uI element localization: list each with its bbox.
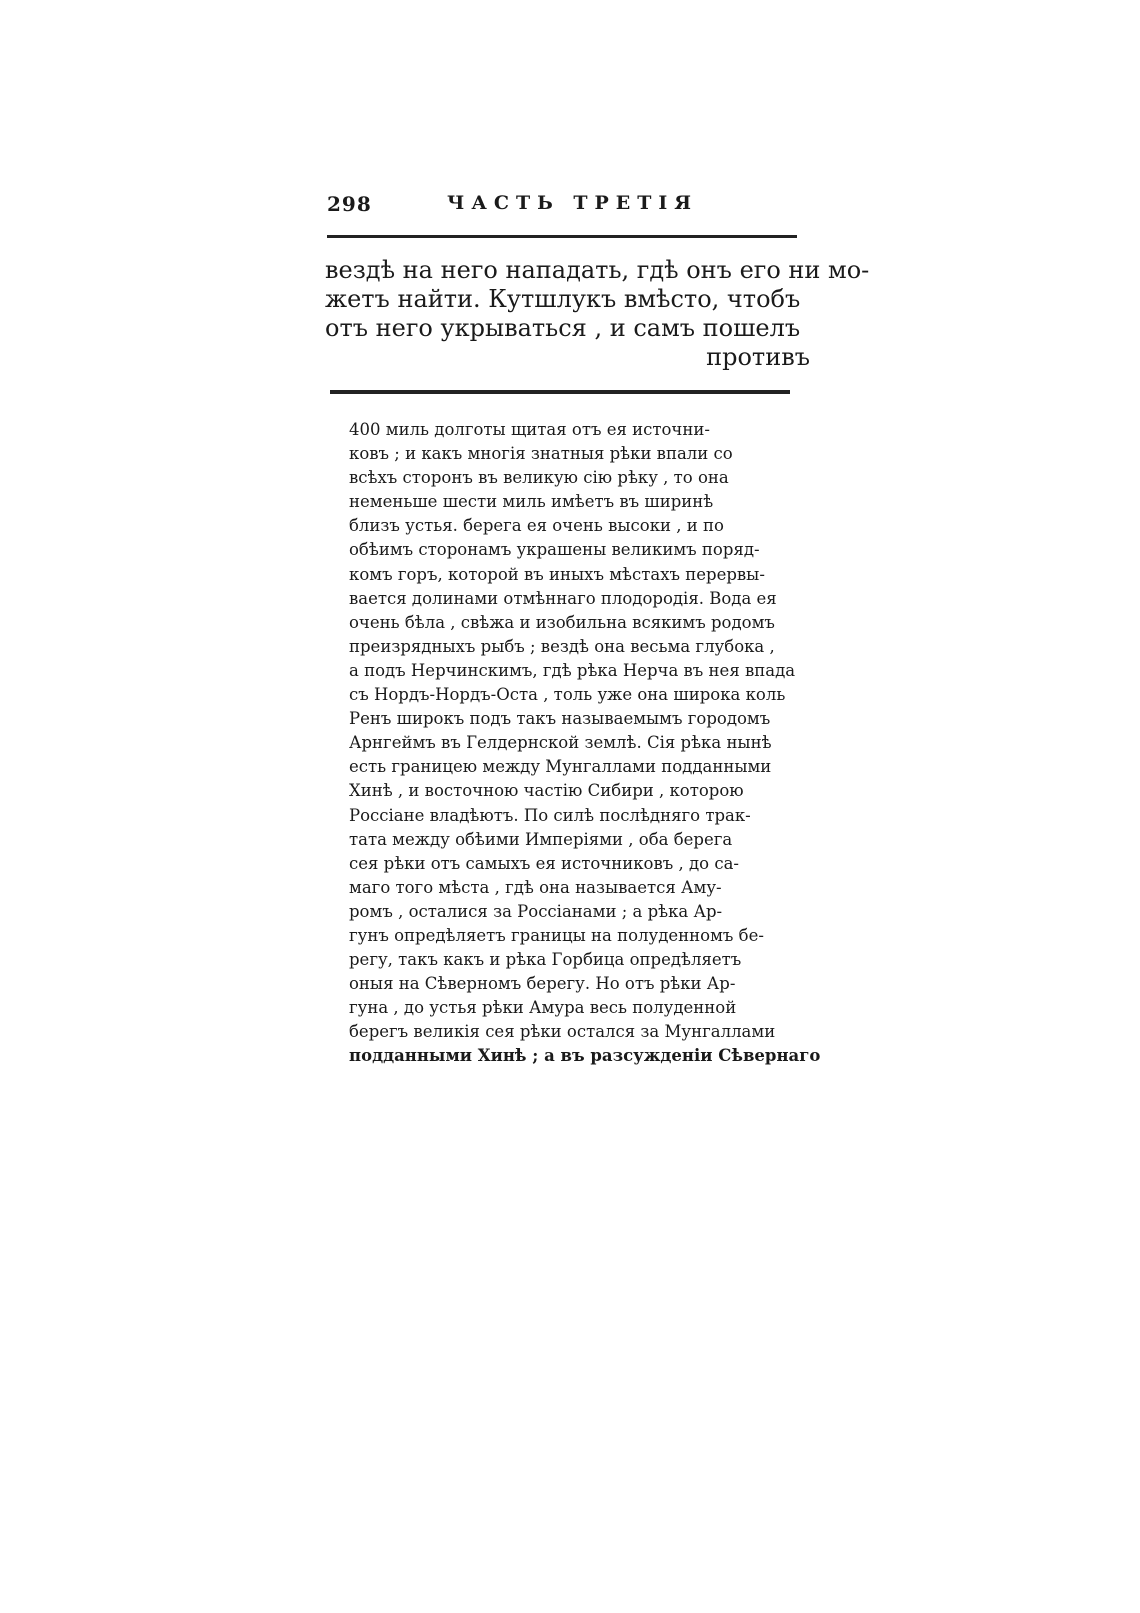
footnote-line: Хинѣ , и восточною частію Сибири , которою xyxy=(349,781,744,801)
footnote-line: обѣимъ сторонамъ украшены великимъ поряд- xyxy=(349,540,760,560)
footnote-line: комъ горъ, которой въ иныхъ мѣстахъ перервы- xyxy=(349,564,765,584)
page-header xyxy=(327,190,797,220)
footnote-line: Россіане владѣютъ. По силѣ послѣдняго трак- xyxy=(349,805,751,825)
footnote-rule xyxy=(330,390,790,394)
footnote-line: неменьше шести миль имѣетъ въ ширинѣ xyxy=(349,492,714,512)
footnote-line: тата между обѣими Имперіями , оба берега xyxy=(349,829,733,849)
footnote-line: Арнгеймъ въ Гелдернской землѣ. Сія рѣка нынѣ xyxy=(349,733,772,753)
main-text-line: отъ него укрываться , и самъ пошелъ xyxy=(325,314,801,342)
footnote-line: гуна , до устья рѣки Амура весь полуденной xyxy=(349,998,737,1018)
footnote-line: ковъ ; и какъ многія знатныя рѣки впали со xyxy=(349,444,733,464)
main-text-line: жетъ найти. Кутшлукъ вмѣсто, чтобъ xyxy=(325,285,801,313)
header-rule xyxy=(327,235,797,238)
running-head: ЧАСТЬ ТРЕТІЯ xyxy=(447,192,699,214)
footnote-line: а подъ Нерчинскимъ, гдѣ рѣка Нерча въ нея впада xyxy=(349,660,796,680)
footnote-line: подданными Хинѣ ; а въ разсужденіи Сѣвернаго xyxy=(349,1046,821,1066)
footnote-line: преизрядныхъ рыбъ ; вездѣ она весьма глубока , xyxy=(349,636,775,656)
footnote-line: маго того мѣста , гдѣ она называется Аму- xyxy=(349,877,722,897)
catchword: противъ xyxy=(706,343,810,371)
footnote-line: всѣхъ сторонъ въ великую сію рѣку , то она xyxy=(349,468,729,488)
footnote-line: ромъ , осталися за Россіанами ; а рѣка Ар- xyxy=(349,901,723,921)
footnote-line: регу, такъ какъ и рѣка Горбица опредѣляетъ xyxy=(349,950,742,970)
footnote-line: есть границею между Мунгаллами подданными xyxy=(349,757,772,777)
footnote-line: очень бѣла , свѣжа и изобильна всякимъ родомъ xyxy=(349,612,775,632)
main-text-line: вездѣ на него нападать, гдѣ онъ его ни мо- xyxy=(325,256,870,284)
main-text-block xyxy=(325,256,870,372)
footnote-line: съ Нордъ-Нордъ-Оста , толь уже она широка коль xyxy=(349,685,786,705)
page-number: 298 xyxy=(327,192,372,216)
footnote-line: близъ устья. берега ея очень высоки , и по xyxy=(349,516,724,536)
footnote-line: оныя на Сѣверномъ берегу. Но отъ рѣки Ар- xyxy=(349,974,736,994)
footnote-line: гунъ опредѣляетъ границы на полуденномъ бе- xyxy=(349,925,764,945)
footnote-line: сея рѣки отъ самыхъ ея источниковъ , до са- xyxy=(349,853,740,873)
footnote-block xyxy=(349,418,821,1069)
footnote-line: вается долинами отмѣннаго плодородія. Вода ея xyxy=(349,588,777,608)
footnote-line: Ренъ широкъ подъ такъ называемымъ городомъ xyxy=(349,709,771,729)
footnote-line: берегъ великія сея рѣки остался за Мунгаллами xyxy=(349,1022,776,1042)
footnote-line: 400 миль долготы щитая отъ ея источни- xyxy=(349,420,710,439)
